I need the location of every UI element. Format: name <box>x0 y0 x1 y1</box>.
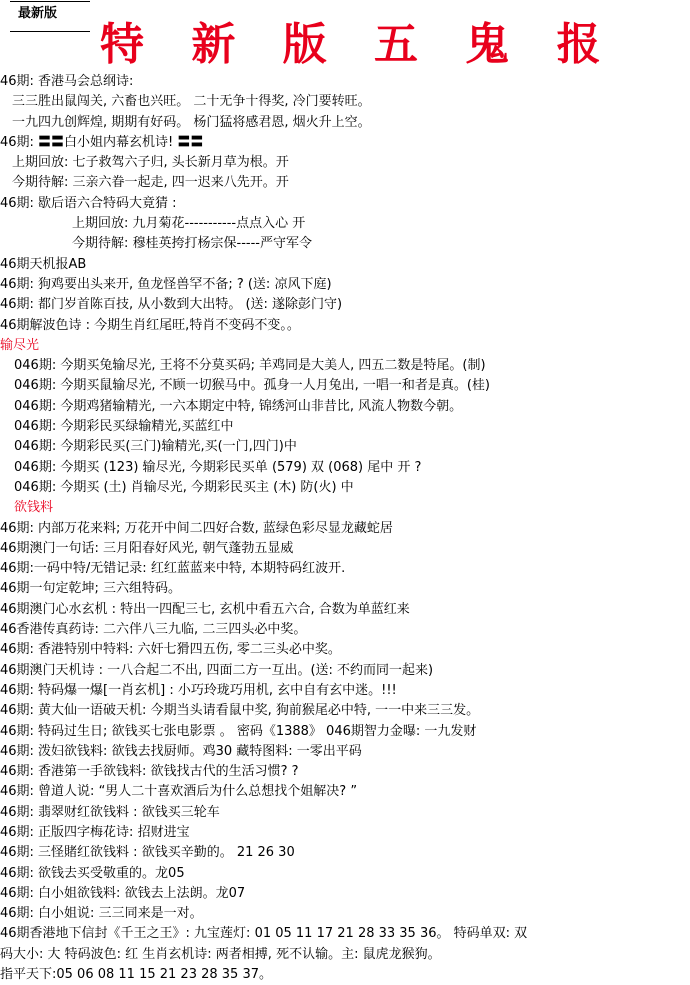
text-line: 46期: 特码爆一爆[一肖玄机] : 小巧玲珑巧用机, 玄中自有玄中迷。!!! <box>0 682 397 698</box>
text-line: 三三胜出鼠闯关, 六畜也兴旺。 二十无争十得奖, 冷门要转旺。 <box>12 94 371 110</box>
text-line: 46期: 香港特别中特料: 六奸七猾四五伤, 零二三头必中奖。 <box>0 642 341 658</box>
text-line: 46期: 欲钱去买受敬重的。龙05 <box>0 865 185 881</box>
text-line: 46期: 翡翠财红欲钱料 : 欲钱买三轮车 <box>0 804 220 820</box>
page-title: 特 新 版 五 鬼 报 <box>100 19 617 70</box>
text-line: 46期: 香港第一手欲钱料: 欲钱找古代的生活习惯? ? <box>0 764 299 780</box>
text-line: 046期: 今期彩民买绿输精光,买蓝红中 <box>14 419 234 435</box>
article-body <box>0 72 690 985</box>
text-line: 46期: 香港马会总纲诗: <box>0 74 134 89</box>
text-line: 046期: 今期彩民买(三门)输精光,买(一门,四门)中 <box>14 439 297 455</box>
text-line: 46期: 〓〓白小姐内幕玄机诗! 〓〓 <box>0 134 204 150</box>
text-line: 046期: 今期买 (123) 输尽光, 今期彩民买单 (579) 双 (068) 尾中 开 ? <box>14 459 422 475</box>
text-line: 今期待解: 三亲六眷一起走, 四一迟来八先开。开 <box>12 175 289 191</box>
text-line: 046期: 今期鸡猪输精光, 一六本期定中特, 锦绣河山非昔比, 风流人物数今朝。 <box>14 398 463 414</box>
text-line: 46期: 歇后语六合特码大竟猜 : <box>0 195 177 211</box>
text-line: 46期澳门心水玄机 : 特出一四配三七, 玄机中看五六合, 合数为单蓝红来 <box>0 601 410 617</box>
text-line: 46期天机报AB <box>0 256 87 272</box>
text-line: 码大小: 大 特码波色: 红 生肖玄机诗: 两者相搏, 死不认输。主: 鼠虎龙猴狗。 <box>0 946 441 962</box>
text-line: 46香港传真药诗: 二六伴八三九临, 二三四头必中奖。 <box>0 622 307 638</box>
text-line: 46期: 黄大仙一语破天机: 今期当头请看鼠中奖, 狗前猴尾必中特, 一一中来三三发。 <box>0 703 480 719</box>
section-heading: 输尽光 <box>0 337 40 353</box>
text-line: 46期: 白小姐欲钱料: 欲钱去上法朗。龙07 <box>0 885 246 901</box>
text-line: 46期香港地下信封《千王之王》: 九宝莲灯: 01 05 11 17 21 28 33 35 36。 特码单双: 双 <box>0 926 528 942</box>
text-line: 46期澳门一句话: 三月阳春好风光, 朝气蓬勃五显威 <box>0 540 294 556</box>
text-line: 046期: 今期买鼠输尽光, 不顾一切猴马中。孤身一人月兔出, 一唱一和者是真。(桂) <box>14 378 490 394</box>
text-line: 46期: 泼妇欲钱料: 欲钱去找厨师。鸡30 藏特图料: 一零出平码 <box>0 743 362 759</box>
text-line: 46期: 内部万花来料; 万花开中间二四好合数, 蓝绿色彩尽显龙藏蛇居 <box>0 520 393 536</box>
text-line: 46期: 特码过生日; 欲钱买七张电影票 。 密码《1388》 046期智力金曝: 一九发财 <box>0 723 477 739</box>
text-line: 046期: 今期买兔输尽光, 王将不分莫买码; 羊鸡同是大美人, 四五二数是特尾。(制) <box>14 358 486 374</box>
edition-label: 最新版 <box>18 6 58 21</box>
text-line: 46期:一码中特/无错记录: 红红蓝蓝来中特, 本期特码红波开. <box>0 561 346 577</box>
text-line: 46期: 三怪賭红欲钱料 : 欲钱买辛勤的。 21 26 30 <box>0 845 295 861</box>
section-heading: 欲钱料 <box>14 500 54 516</box>
text-line: 上期回放: 九月菊花-----------点点入心 开 <box>72 216 306 232</box>
text-line: 046期: 今期买 (土) 肖输尽光, 今期彩民买主 (木) 防(火) 中 <box>14 479 354 495</box>
text-line: 46期: 都门岁首陈百技, 从小数到大出特。 (送: 遂除彭门守) <box>0 297 343 313</box>
text-line: 上期回放: 七子救驾六子归, 头长新月草为根。开 <box>12 155 289 171</box>
text-line: 46期: 白小姐说: 三三同来是一对。 <box>0 906 203 922</box>
text-line: 今期待解: 穆桂英挎打杨宗保-----严守军令 <box>72 236 312 252</box>
text-line: 一九四九创辉煌, 期期有好码。 杨门猛将感君恩, 烟火升上空。 <box>12 114 371 130</box>
text-line: 46期: 正版四字梅花诗: 招财进宝 <box>0 824 190 840</box>
text-line: 46期解波色诗 : 今期生肖红尾旺,特肖不变码不变。。 <box>0 317 300 333</box>
edition-underline <box>10 31 90 32</box>
text-line: 指平天下:05 06 08 11 15 21 23 28 35 37。 <box>0 967 272 983</box>
text-line: 46期: 狗鸡要出头来开, 鱼龙怪兽罕不备; ? (送: 凉风下庭) <box>0 276 332 292</box>
text-line: 46期澳门天机诗 : 一八合起二不出, 四面二方一互出。(送: 不约而同一起来) <box>0 662 434 678</box>
text-line: 46期一句定乾坤; 三六组特码。 <box>0 581 182 597</box>
text-line: 46期: 曾道人说: “男人二十喜欢酒后为什么总想找个姐解决? ” <box>0 784 358 800</box>
